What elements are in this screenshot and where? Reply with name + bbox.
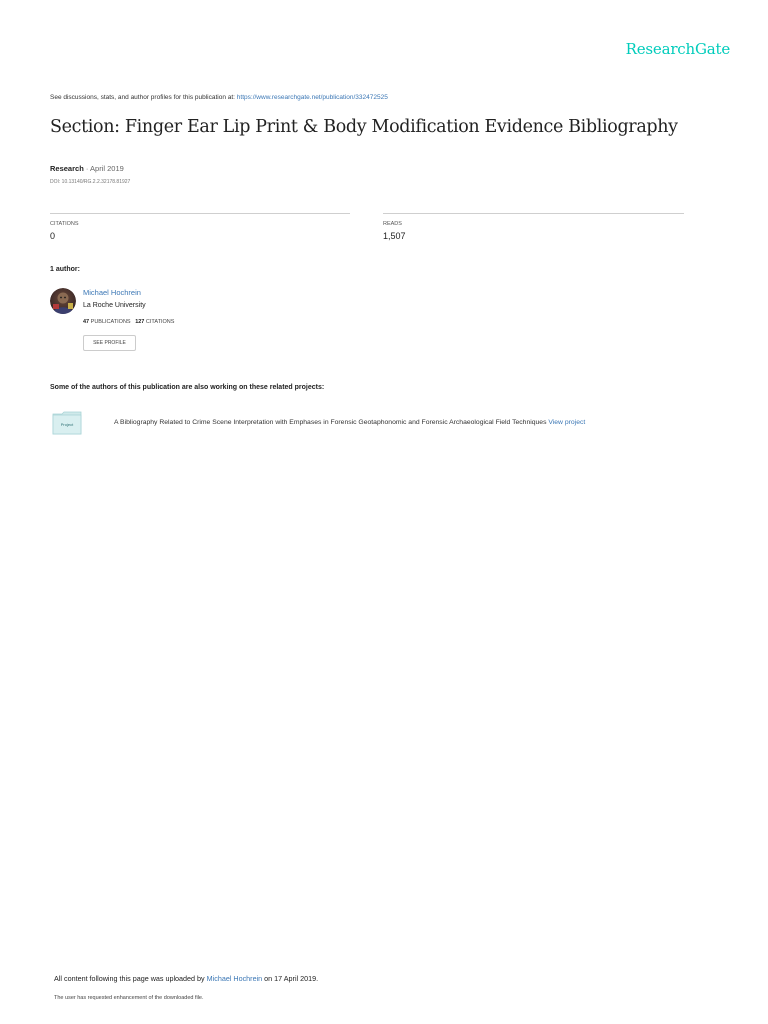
reads-label: READS xyxy=(383,221,402,227)
citations-label: CITATIONS xyxy=(50,221,79,227)
author-citations-label: CITATIONS xyxy=(145,319,175,325)
projects-heading: Some of the authors of this publication are also working on these related projects: xyxy=(50,384,325,391)
uploader-link[interactable]: Michael Hochrein xyxy=(206,974,263,983)
author-publications-count: 47 xyxy=(83,319,90,325)
citations-divider xyxy=(50,213,350,214)
author-institution: La Roche University xyxy=(83,302,146,309)
see-profile-button[interactable]: SEE PROFILE xyxy=(83,335,136,351)
author-publications-label: PUBLICATIONS xyxy=(90,319,131,325)
upload-suffix: on 17 April 2019. xyxy=(262,974,319,983)
authors-heading: 1 author: xyxy=(50,266,80,273)
view-project-link[interactable]: View project xyxy=(548,419,586,426)
publication-url-link[interactable]: https://www.researchgate.net/publication/332472525 xyxy=(236,94,388,101)
publication-type: Research xyxy=(50,164,84,173)
project-icon-label: Project xyxy=(60,422,74,427)
author-name-link[interactable]: Michael Hochrein xyxy=(83,288,141,297)
discussion-line xyxy=(50,94,388,101)
project-title: A Bibliography Related to Crime Scene Interpretation with Emphases in Forensic Geotaphonomic and Forensic Archaeological Field Techniques xyxy=(114,419,549,426)
author-avatar[interactable] xyxy=(50,288,76,314)
researchgate-logo[interactable]: ResearchGate xyxy=(625,40,730,58)
reads-divider xyxy=(383,213,684,214)
reads-value: 1,507 xyxy=(383,231,406,241)
type-date-separator: · xyxy=(83,164,91,173)
author-citations-count: 127 xyxy=(135,319,145,325)
citations-value: 0 xyxy=(50,231,56,241)
upload-notice xyxy=(54,974,318,983)
author-stats xyxy=(83,319,174,325)
enhancement-notice: The user has requested enhancement of the downloaded file. xyxy=(54,995,204,1001)
publication-type-line xyxy=(50,164,124,173)
publication-doi: DOI: 10.13140/RG.2.2.32178.81927 xyxy=(50,179,131,185)
publication-title: Section: Finger Ear Lip Print & Body Modification Evidence Bibliography xyxy=(50,117,678,137)
upload-prefix: All content following this page was uploaded by xyxy=(54,974,207,983)
project-item xyxy=(114,419,585,426)
discussion-text: See discussions, stats, and author profiles for this publication at: xyxy=(50,94,237,101)
publication-date: April 2019 xyxy=(90,164,124,173)
